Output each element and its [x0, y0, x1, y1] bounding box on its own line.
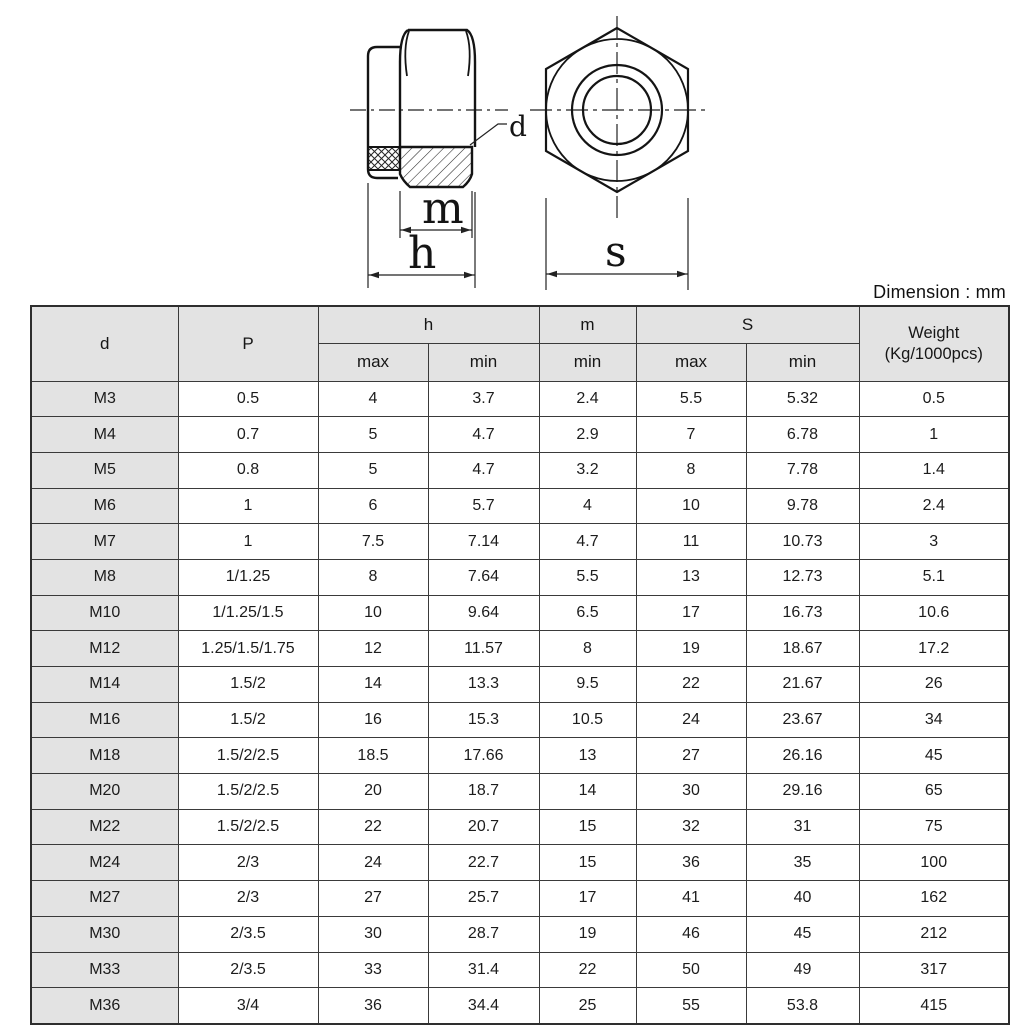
cell-s-max: 50: [636, 952, 746, 988]
dimension-table: [30, 305, 1010, 1025]
cell-m-min: 2.9: [539, 417, 636, 453]
cell-p: 0.7: [178, 417, 318, 453]
cell-h-min: 18.7: [428, 774, 539, 810]
header-s: S: [636, 306, 859, 343]
cell-d: M24: [31, 845, 178, 881]
cell-weight: 1.4: [859, 452, 1009, 488]
table-row: [31, 488, 1009, 524]
cell-h-max: 8: [318, 559, 428, 595]
cell-s-min: 53.8: [746, 988, 859, 1024]
cell-p: 2/3.5: [178, 916, 318, 952]
d-dimension-label: d: [509, 110, 527, 143]
cell-s-max: 7: [636, 417, 746, 453]
cell-weight: 34: [859, 702, 1009, 738]
cell-weight: 1: [859, 417, 1009, 453]
cell-h-min: 3.7: [428, 381, 539, 417]
cell-p: 1.5/2/2.5: [178, 738, 318, 774]
cell-h-max: 18.5: [318, 738, 428, 774]
cell-s-min: 21.67: [746, 667, 859, 703]
header-p: P: [178, 306, 318, 381]
h-arrow-left: [369, 272, 379, 279]
cell-h-max: 27: [318, 881, 428, 917]
chamfer-curve-right: [466, 31, 470, 76]
header-weight-line1: Weight: [908, 324, 960, 343]
cell-p: 1: [178, 524, 318, 560]
cell-p: 1/1.25: [178, 559, 318, 595]
cell-s-min: 7.78: [746, 452, 859, 488]
cell-d: M33: [31, 952, 178, 988]
cell-s-max: 10: [636, 488, 746, 524]
cell-h-max: 10: [318, 595, 428, 631]
cell-s-max: 36: [636, 845, 746, 881]
cell-h-max: 12: [318, 631, 428, 667]
table-row: [31, 667, 1009, 703]
cell-h-min: 4.7: [428, 452, 539, 488]
table-body: [31, 381, 1009, 1024]
cell-weight: 100: [859, 845, 1009, 881]
cell-s-max: 30: [636, 774, 746, 810]
cell-m-min: 10.5: [539, 702, 636, 738]
cell-h-max: 5: [318, 452, 428, 488]
cell-s-min: 10.73: [746, 524, 859, 560]
cell-weight: 0.5: [859, 381, 1009, 417]
cell-weight: 162: [859, 881, 1009, 917]
cell-h-min: 17.66: [428, 738, 539, 774]
cell-h-min: 34.4: [428, 988, 539, 1024]
cell-h-min: 7.64: [428, 559, 539, 595]
cell-s-min: 45: [746, 916, 859, 952]
cell-p: 0.8: [178, 452, 318, 488]
cell-m-min: 6.5: [539, 595, 636, 631]
header-m: m: [539, 306, 636, 343]
cell-d: M18: [31, 738, 178, 774]
cell-m-min: 13: [539, 738, 636, 774]
cell-s-max: 55: [636, 988, 746, 1024]
cell-h-min: 20.7: [428, 809, 539, 845]
cell-d: M4: [31, 417, 178, 453]
dimension-unit-note: Dimension : mm: [873, 282, 1006, 302]
cell-s-min: 31: [746, 809, 859, 845]
cell-h-max: 30: [318, 916, 428, 952]
cell-s-min: 9.78: [746, 488, 859, 524]
cell-weight: 75: [859, 809, 1009, 845]
cell-m-min: 15: [539, 845, 636, 881]
cell-m-min: 3.2: [539, 452, 636, 488]
cell-s-max: 22: [636, 667, 746, 703]
s-arrow-left: [547, 271, 557, 278]
cell-h-min: 28.7: [428, 916, 539, 952]
cell-m-min: 9.5: [539, 667, 636, 703]
header-s-max: max: [636, 343, 746, 381]
cell-h-max: 33: [318, 952, 428, 988]
table-row: [31, 738, 1009, 774]
m-dimension-label: m: [422, 183, 464, 234]
cell-h-min: 15.3: [428, 702, 539, 738]
cell-p: 1: [178, 488, 318, 524]
header-weight: [859, 306, 1009, 381]
cell-d: M20: [31, 774, 178, 810]
side-section-view-drawing: [350, 8, 528, 300]
cell-weight: 26: [859, 667, 1009, 703]
cell-d: M7: [31, 524, 178, 560]
cell-d: M3: [31, 381, 178, 417]
cell-p: 1.5/2: [178, 667, 318, 703]
cell-s-min: 49: [746, 952, 859, 988]
cell-weight: 17.2: [859, 631, 1009, 667]
cell-s-min: 26.16: [746, 738, 859, 774]
cell-s-min: 6.78: [746, 417, 859, 453]
header-s-min: min: [746, 343, 859, 381]
cell-s-min: 40: [746, 881, 859, 917]
cell-h-max: 24: [318, 845, 428, 881]
cell-h-min: 11.57: [428, 631, 539, 667]
cell-s-max: 24: [636, 702, 746, 738]
cell-p: 2/3: [178, 845, 318, 881]
header-d: d: [31, 306, 178, 381]
cell-h-max: 14: [318, 667, 428, 703]
table-row: [31, 417, 1009, 453]
header-m-min: min: [539, 343, 636, 381]
cell-h-max: 20: [318, 774, 428, 810]
table-row: [31, 988, 1009, 1024]
cell-weight: 415: [859, 988, 1009, 1024]
cell-s-min: 29.16: [746, 774, 859, 810]
cell-weight: 10.6: [859, 595, 1009, 631]
table-row: [31, 952, 1009, 988]
cell-d: M30: [31, 916, 178, 952]
cell-h-max: 6: [318, 488, 428, 524]
cell-m-min: 14: [539, 774, 636, 810]
cell-m-min: 15: [539, 809, 636, 845]
cell-d: M36: [31, 988, 178, 1024]
cell-p: 0.5: [178, 381, 318, 417]
header-weight-line2: (Kg/1000pcs): [884, 344, 983, 363]
table-row: [31, 381, 1009, 417]
cell-s-min: 18.67: [746, 631, 859, 667]
cell-s-max: 46: [636, 916, 746, 952]
header-h: h: [318, 306, 539, 343]
dimension-sheet: [30, 305, 1008, 1025]
cell-m-min: 5.5: [539, 559, 636, 595]
h-dimension-label: h: [408, 228, 437, 279]
cell-s-min: 35: [746, 845, 859, 881]
cell-h-min: 31.4: [428, 952, 539, 988]
cell-h-max: 36: [318, 988, 428, 1024]
cell-d: M16: [31, 702, 178, 738]
cell-s-min: 5.32: [746, 381, 859, 417]
s-arrow-right: [677, 271, 687, 278]
chamfer-curve-left: [405, 31, 409, 76]
cell-d: M22: [31, 809, 178, 845]
hex-top-view-drawing: [522, 8, 714, 300]
cell-p: 1.5/2: [178, 702, 318, 738]
s-dimension-label: s: [605, 227, 627, 276]
cell-h-min: 5.7: [428, 488, 539, 524]
cell-m-min: 17: [539, 881, 636, 917]
cell-m-min: 8: [539, 631, 636, 667]
cell-h-min: 9.64: [428, 595, 539, 631]
cell-s-max: 41: [636, 881, 746, 917]
cell-h-max: 4: [318, 381, 428, 417]
table-row: [31, 809, 1009, 845]
cell-m-min: 4: [539, 488, 636, 524]
table-row: [31, 845, 1009, 881]
cell-p: 2/3: [178, 881, 318, 917]
cell-m-min: 25: [539, 988, 636, 1024]
h-arrow-right: [464, 272, 474, 279]
cell-m-min: 19: [539, 916, 636, 952]
cell-h-min: 13.3: [428, 667, 539, 703]
table-row: [31, 916, 1009, 952]
cell-s-min: 23.67: [746, 702, 859, 738]
cell-h-min: 25.7: [428, 881, 539, 917]
cell-weight: 2.4: [859, 488, 1009, 524]
cell-s-max: 11: [636, 524, 746, 560]
cell-h-min: 7.14: [428, 524, 539, 560]
table-row: [31, 702, 1009, 738]
table-row: [31, 524, 1009, 560]
technical-drawings: [0, 0, 1024, 300]
cell-d: M14: [31, 667, 178, 703]
cell-p: 2/3.5: [178, 952, 318, 988]
table-row: [31, 559, 1009, 595]
cell-s-max: 8: [636, 452, 746, 488]
cell-weight: 65: [859, 774, 1009, 810]
table-row: [31, 881, 1009, 917]
cell-m-min: 2.4: [539, 381, 636, 417]
cell-s-max: 13: [636, 559, 746, 595]
cell-d: M8: [31, 559, 178, 595]
cell-p: 3/4: [178, 988, 318, 1024]
cell-s-max: 5.5: [636, 381, 746, 417]
cell-h-max: 22: [318, 809, 428, 845]
cell-p: 1.5/2/2.5: [178, 809, 318, 845]
cell-s-max: 17: [636, 595, 746, 631]
cell-d: M6: [31, 488, 178, 524]
cell-h-min: 22.7: [428, 845, 539, 881]
cell-s-max: 27: [636, 738, 746, 774]
table-row: [31, 774, 1009, 810]
cell-p: 1.5/2/2.5: [178, 774, 318, 810]
nut-body-outline: [400, 30, 475, 147]
cell-d: M5: [31, 452, 178, 488]
cell-h-max: 5: [318, 417, 428, 453]
cell-weight: 45: [859, 738, 1009, 774]
cell-s-max: 32: [636, 809, 746, 845]
cell-p: 1/1.25/1.5: [178, 595, 318, 631]
cell-h-min: 4.7: [428, 417, 539, 453]
cell-s-max: 19: [636, 631, 746, 667]
cell-d: M12: [31, 631, 178, 667]
nylon-section-hatch: [368, 147, 400, 170]
header-h-min: min: [428, 343, 539, 381]
cell-weight: 5.1: [859, 559, 1009, 595]
cell-d: M10: [31, 595, 178, 631]
cell-m-min: 22: [539, 952, 636, 988]
cell-weight: 3: [859, 524, 1009, 560]
table-header: [31, 306, 1009, 381]
cell-h-max: 7.5: [318, 524, 428, 560]
cell-s-min: 12.73: [746, 559, 859, 595]
cell-weight: 317: [859, 952, 1009, 988]
table-row: [31, 452, 1009, 488]
cell-s-min: 16.73: [746, 595, 859, 631]
metal-section-hatch: [400, 147, 472, 187]
table-row: [31, 631, 1009, 667]
cell-d: M27: [31, 881, 178, 917]
cell-weight: 212: [859, 916, 1009, 952]
cell-p: 1.25/1.5/1.75: [178, 631, 318, 667]
table-row: [31, 595, 1009, 631]
cell-h-max: 16: [318, 702, 428, 738]
header-h-max: max: [318, 343, 428, 381]
cell-m-min: 4.7: [539, 524, 636, 560]
